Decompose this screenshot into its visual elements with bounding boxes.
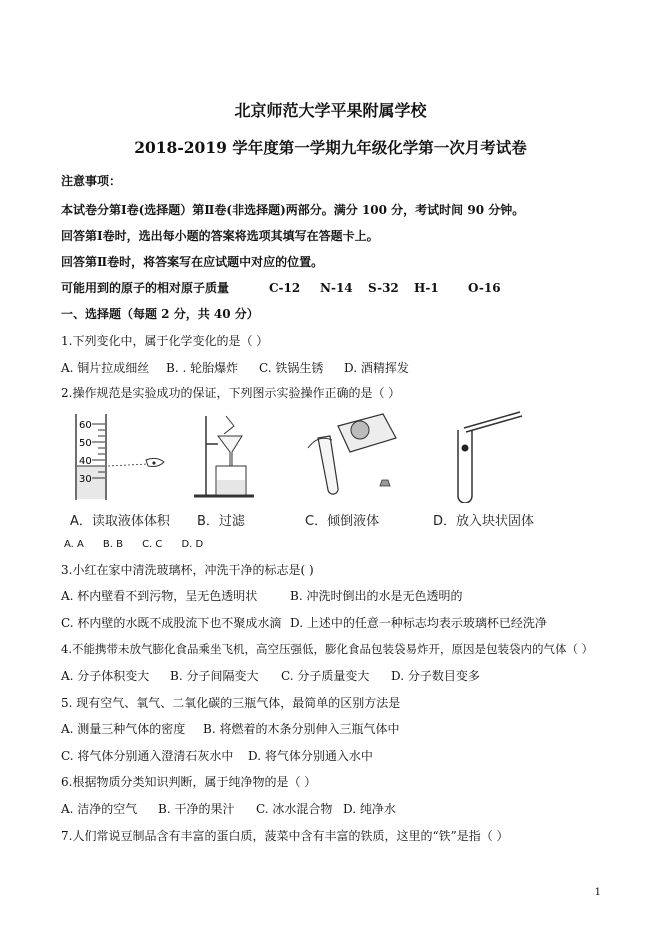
q5-option-a: A. 测量三种气体的密度 — [61, 722, 186, 736]
school-title: 北京师范大学平果附属学校 — [234, 101, 427, 120]
q6-option-a: A. 洁净的空气 — [61, 802, 138, 816]
q5-option-c: C. 将气体分别通入澄清石灰水中 — [61, 749, 234, 763]
q6-option-b: B. 干净的果汁 — [158, 802, 235, 816]
page-number: 1 — [594, 887, 601, 898]
q5-option-b: B. 将燃着的木条分别伸入三瓶气体中 — [203, 722, 400, 736]
q2-options: A. A B. B C. C D. D — [64, 539, 204, 550]
q4-stem: 4.不能携带未放气膨化食品乘坐飞机，高空压强低，膨化食品包装袋易炸开，原因是包装袋内的气体（ ） — [61, 642, 594, 656]
q4-option-b: B. 分子间隔变大 — [170, 669, 259, 683]
q4-option-a: A. 分子体积变大 — [61, 669, 150, 683]
atomic-mass-n: N-14 — [320, 281, 353, 295]
notes-line-3: 回答第Ⅱ卷时，将答案写在应试题中对应的位置。 — [61, 255, 324, 269]
q6-option-c: C. 冰水混合物 — [256, 802, 333, 816]
q6-stem: 6.根据物质分类知识判断，属于纯净物的是（ ） — [61, 775, 317, 789]
q3-option-c: C. 杯内壁的水既不成股流下也不聚成水滴 — [61, 616, 282, 630]
q4-option-d: D. 分子数目变多 — [391, 669, 480, 683]
q1-option-c: C. 铁锅生锈 — [259, 361, 324, 375]
atomic-mass-o: O-16 — [468, 281, 501, 295]
atomic-mass-label: 可能用到的原子的相对原子质量 — [61, 281, 230, 295]
q3-option-d: D. 上述中的任意一种标志均表示玻璃杯已经洗净 — [290, 616, 547, 630]
q1-option-d: D. 酒精挥发 — [344, 361, 409, 375]
scale-label-30: 30 — [79, 474, 92, 485]
fig-caption-d: D．放入块状固体 — [433, 514, 535, 529]
scale-label-60: 60 — [79, 420, 92, 431]
figure-b-filtration — [184, 408, 274, 503]
figure-d-adding-solid — [440, 408, 530, 503]
q1-option-b: B. . 轮胎爆炸 — [166, 361, 239, 375]
q1-stem: 1.下列变化中，属于化学变化的是（ ） — [61, 334, 269, 348]
scale-label-40: 40 — [79, 456, 92, 467]
q4-option-c: C. 分子质量变大 — [281, 669, 370, 683]
fig-caption-c: C．倾倒液体 — [305, 514, 380, 529]
q1-option-a: A. 铜片拉成细丝 — [61, 361, 150, 375]
q6-option-d: D. 纯净水 — [343, 802, 396, 816]
q2-stem: 2.操作规范是实验成功的保证，下列图示实验操作正确的是（ ） — [61, 386, 401, 400]
exam-title: 2018-2019 学年度第一学期九年级化学第一次月考试卷 — [134, 138, 527, 157]
q5-option-d: D. 将气体分别通入水中 — [248, 749, 373, 763]
atomic-mass-c: C-12 — [269, 281, 301, 295]
fig-caption-a: A．读取液体体积 — [70, 514, 170, 529]
figure-c-pouring-liquid — [288, 408, 408, 503]
q3-stem: 3.小红在家中清洗玻璃杯，冲洗干净的标志是( ) — [61, 563, 314, 577]
atomic-mass-s: S-32 — [368, 281, 399, 295]
section-1-heading: 一、选择题（每题 2 分，共 40 分） — [61, 307, 259, 321]
scale-label-50: 50 — [79, 438, 92, 449]
notes-line-2: 回答第Ⅰ卷时，选出每小题的答案将选项其填写在答题卡上。 — [61, 229, 379, 243]
notes-heading: 注意事项： — [61, 174, 122, 188]
notes-line-1: 本试卷分第Ⅰ卷(选择题）第Ⅱ卷(非选择题)两部分。满分 100 分，考试时间 90 分钟。 — [61, 203, 525, 217]
fig-caption-b: B．过滤 — [197, 514, 245, 529]
q5-stem: 5. 现有空气、氧气、二氧化碳的三瓶气体，最简单的区别方法是 — [61, 696, 401, 710]
q7-stem: 7.人们常说豆制品含有丰富的蛋白质，菠菜中含有丰富的铁质，这里的“铁”是指（ ） — [61, 829, 509, 843]
q3-option-a: A. 杯内壁看不到污物，呈无色透明状 — [61, 589, 258, 603]
q3-option-b: B. 冲洗时倒出的水是无色透明的 — [290, 589, 463, 603]
figure-a-cylinder-reading — [66, 408, 176, 503]
atomic-mass-h: H-1 — [414, 281, 439, 295]
